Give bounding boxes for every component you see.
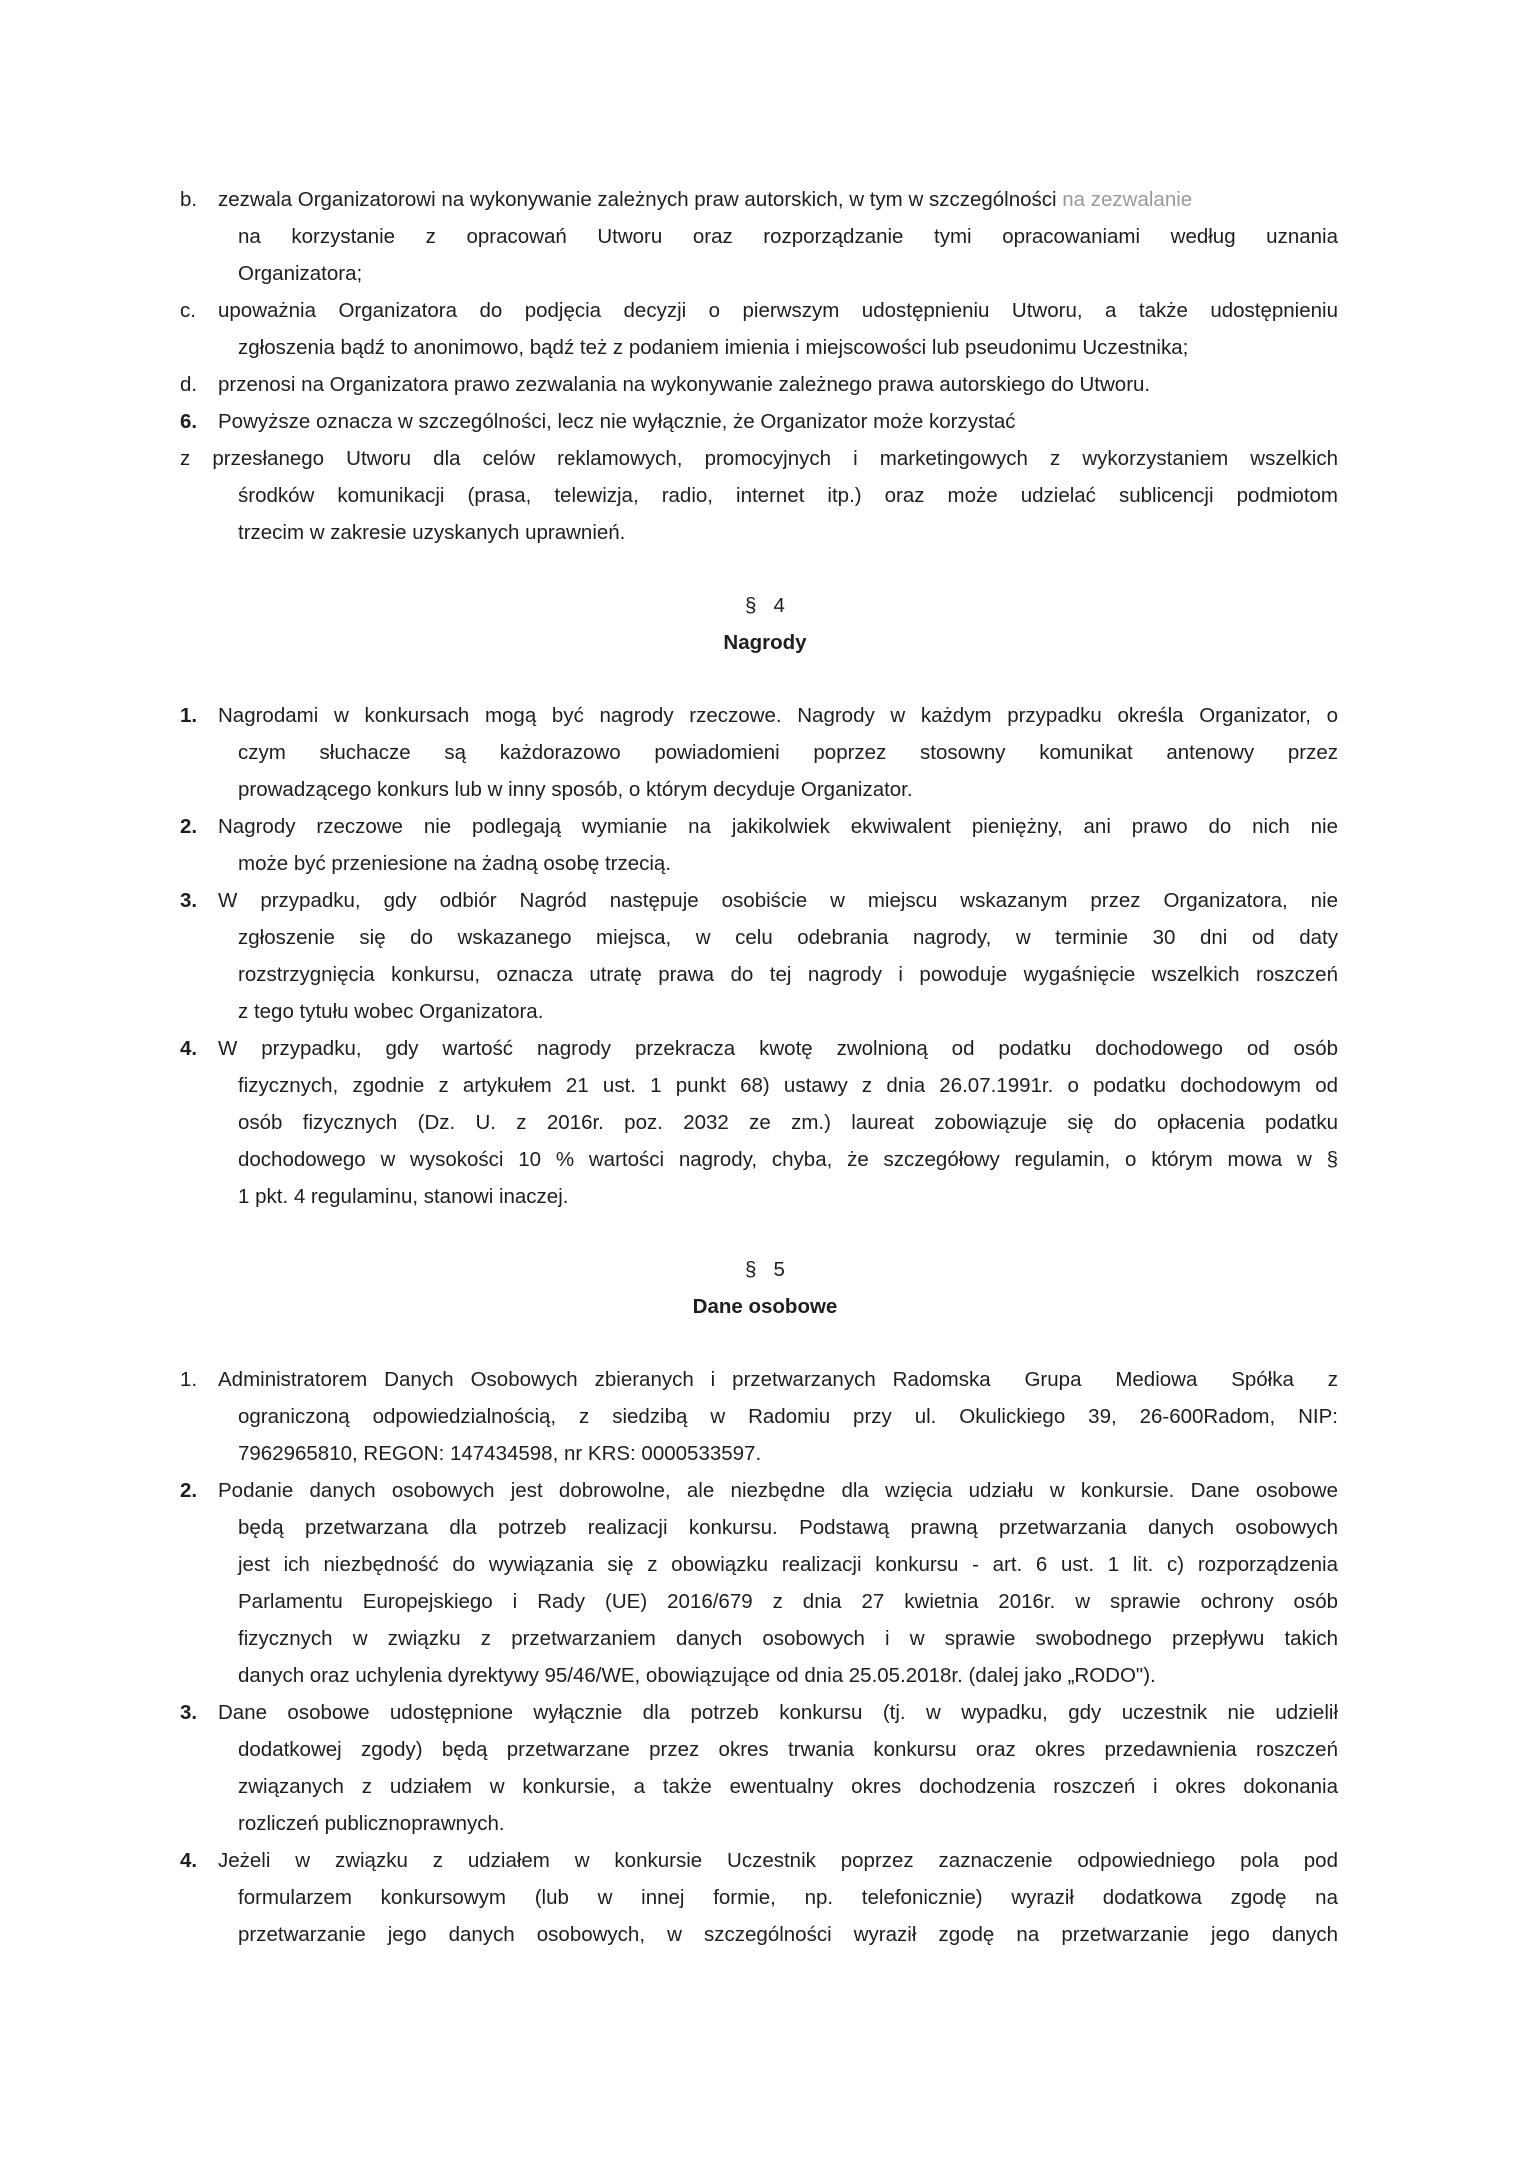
item-b-line-1	[218, 186, 1192, 214]
item-b-line-2: na korzystanie z opracowań Utworu oraz rozporządzanie tymi opracowaniami według uznania	[238, 225, 1338, 248]
item-b-line-3: Organizatora;	[238, 262, 363, 285]
s5-item-3-marker: 3.	[180, 1701, 198, 1724]
s4-item-1-marker: 1.	[180, 704, 198, 727]
s5-item-2-line-4: Parlamentu Europejskiego i Rady (UE) 2016/679 z dnia 27 kwietnia 2016r. w sprawie ochrony osób	[238, 1590, 1338, 1613]
s4-item-2-marker: 2.	[180, 815, 198, 838]
s4-item-4-line-2: fizycznych, zgodnie z artykułem 21 ust. 1 punkt 68) ustawy z dnia 26.07.1991r. o podatku dochodowym od	[238, 1074, 1338, 1097]
s4-item-4-line-4: dochodowego w wysokości 10 % wartości nagrody, chyba, że szczegółowy regulamin, o którym mowa w §	[238, 1148, 1338, 1171]
s5-item-1-line-2: ograniczoną odpowiedzialnością, z siedzibą w Radomiu przy ul. Okulickiego 39, 26-600Radom, NIP:	[238, 1405, 1338, 1428]
section-4-number: § 4	[745, 594, 785, 617]
item-b-text: zezwala Organizatorowi na wykonywanie zależnych praw autorskich, w tym w szczególności	[218, 188, 1063, 211]
s5-item-2-line-6: danych oraz uchylenia dyrektywy 95/46/WE, obowiązujące od dnia 25.05.2018r. (dalej jako „RODO").	[238, 1664, 1156, 1687]
s4-item-4-line-5: 1 pkt. 4 regulaminu, stanowi inaczej.	[238, 1185, 569, 1208]
item-6-line-4: trzecim w zakresie uzyskanych uprawnień.	[238, 521, 626, 544]
s5-item-4-marker: 4.	[180, 1849, 198, 1872]
item-d-marker: d.	[180, 373, 198, 396]
s4-item-3-line-3: rozstrzygnięcia konkursu, oznacza utratę prawa do tej nagrody i powoduje wygaśnięcie wszelkich roszczeń	[238, 963, 1338, 986]
item-6-line-3: środków komunikacji (prasa, telewizja, radio, internet itp.) oraz może udzielać sublicencji podmiotom	[238, 484, 1338, 507]
s4-item-4-marker: 4.	[180, 1037, 198, 1060]
item-c-marker: c.	[180, 299, 196, 322]
s5-item-2-line-2: będą przetwarzana dla potrzeb realizacji konkursu. Podstawą prawną przetwarzania danych osobowych	[238, 1516, 1338, 1539]
s4-item-1-line-2: czym słuchacze są każdorazowo powiadomieni poprzez stosowny komunikat antenowy przez	[238, 741, 1338, 764]
item-b-marker: b.	[180, 188, 198, 211]
item-6-line-1: Powyższe oznacza w szczególności, lecz nie wyłącznie, że Organizator może korzystać	[218, 410, 1016, 433]
s4-item-2-line-1: Nagrody rzeczowe nie podlegają wymianie na jakikolwiek ekwiwalent pieniężny, ani prawo do nich nie	[218, 815, 1338, 838]
s5-item-1-line-3: 7962965810, REGON: 147434598, nr KRS: 0000533597.	[238, 1442, 762, 1465]
item-c-line-2: zgłoszenia bądź to anonimowo, bądź też z podaniem imienia i miejscowości lub pseudonimu Uczestnika;	[238, 336, 1189, 359]
s5-item-3-line-2: dodatkowej zgody) będą przetwarzane przez okres trwania konkursu oraz okres przedawnienia roszczeń	[238, 1738, 1338, 1761]
s4-item-3-line-4: z tego tytułu wobec Organizatora.	[238, 1000, 544, 1023]
s4-item-3-marker: 3.	[180, 889, 198, 912]
s5-item-1-marker: 1.	[180, 1368, 198, 1391]
s4-item-1-line-1: Nagrodami w konkursach mogą być nagrody rzeczowe. Nagrody w każdym przypadku określa Organizator, o	[218, 704, 1338, 727]
s5-item-1-line-1: Administratorem Danych Osobowych zbieranych i przetwarzanych Radomska Grupa Mediowa Spółka z	[218, 1368, 1338, 1391]
s5-item-3-line-1: Dane osobowe udostępnione wyłącznie dla potrzeb konkursu (tj. w wypadku, gdy uczestnik nie udzielił	[218, 1701, 1338, 1724]
s5-item-3-line-4: rozliczeń publicznoprawnych.	[238, 1812, 505, 1835]
s5-item-4-line-3: przetwarzanie jego danych osobowych, w szczególności wyraził zgodę na przetwarzanie jego danych	[238, 1923, 1338, 1946]
item-c-line-1: upoważnia Organizatora do podjęcia decyzji o pierwszym udostępnieniu Utworu, a także udostępnieniu	[218, 299, 1338, 322]
s4-item-4-line-3: osób fizycznych (Dz. U. z 2016r. poz. 2032 ze zm.) laureat zobowiązuje się do opłacenia podatku	[238, 1111, 1338, 1134]
s5-item-4-line-2: formularzem konkursowym (lub w innej formie, np. telefonicznie) wyraził dodatkowa zgodę na	[238, 1886, 1338, 1909]
item-d-line-1: przenosi na Organizatora prawo zezwalania na wykonywanie zależnego prawa autorskiego do Utworu.	[218, 373, 1151, 396]
section-5-number: § 5	[745, 1258, 785, 1281]
s5-item-4-line-1: Jeżeli w związku z udziałem w konkursie Uczestnik poprzez zaznaczenie odpowiedniego pola pod	[218, 1849, 1338, 1872]
s5-item-2-line-3: jest ich niezbędność do wywiązania się z obowiązku realizacji konkursu - art. 6 ust. 1 lit. c) rozporządzenia	[238, 1553, 1338, 1576]
section-5-title: Dane osobowe	[692, 1295, 838, 1318]
s5-item-3-line-3: związanych z udziałem w konkursie, a także ewentualny okres dochodzenia roszczeń i okres dokonania	[238, 1775, 1338, 1798]
s4-item-1-line-3: prowadzącego konkurs lub w inny sposób, o którym decyduje Organizator.	[238, 778, 913, 801]
item-6-line-2: z przesłanego Utworu dla celów reklamowych, promocyjnych i marketingowych z wykorzystaniem wszelkich	[180, 447, 1338, 470]
s5-item-2-line-1: Podanie danych osobowych jest dobrowolne, ale niezbędne dla wzięcia udziału w konkursie. Dane osobowe	[218, 1479, 1338, 1502]
s4-item-3-line-1: W przypadku, gdy odbiór Nagród następuje osobiście w miejscu wskazanym przez Organizatora, nie	[218, 889, 1338, 912]
section-4-title: Nagrody	[723, 631, 807, 654]
s4-item-2-line-2: może być przeniesione na żadną osobę trzecią.	[238, 852, 672, 875]
item-6-marker: 6.	[180, 410, 198, 433]
s4-item-3-line-2: zgłoszenie się do wskazanego miejsca, w celu odebrania nagrody, w terminie 30 dni od daty	[238, 926, 1338, 949]
item-b-faded-text: na zezwalanie	[1062, 188, 1193, 211]
s4-item-4-line-1: W przypadku, gdy wartość nagrody przekracza kwotę zwolnioną od podatku dochodowego od osób	[218, 1037, 1338, 1060]
s5-item-2-line-5: fizycznych w związku z przetwarzaniem danych osobowych i w sprawie swobodnego przepływu takich	[238, 1627, 1338, 1650]
s5-item-2-marker: 2.	[180, 1479, 198, 1502]
